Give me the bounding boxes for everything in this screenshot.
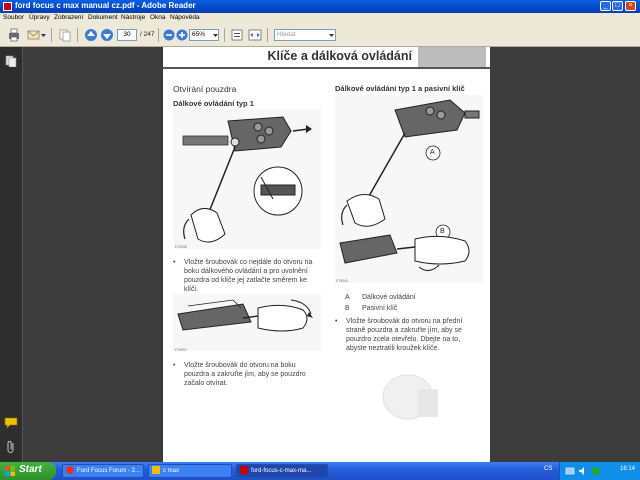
zoom-level-value: 65% — [192, 31, 206, 38]
taskbar — [0, 462, 640, 480]
pdf-page[interactable] — [163, 47, 490, 462]
email-icon[interactable] — [27, 28, 41, 42]
chevron-down-icon[interactable] — [329, 33, 334, 38]
bleed-through-graphic — [373, 367, 443, 427]
menu-nastroje[interactable]: Nástroje — [121, 14, 146, 21]
figure-code: E75057 — [175, 348, 188, 352]
minimize-button[interactable]: _ — [600, 1, 611, 11]
instruction-step-right: • Vložte šroubovák do otvoru na přední straně pouzdra a zakruťte jím, aby se pouzdro zcela otevřelo. Dbejte na to, abyste neztratili kroužek klíče. — [335, 318, 463, 352]
taskbar-item-adobe-reader[interactable]: ford-focus-c-max-ma... — [236, 464, 328, 478]
fit-page-icon[interactable] — [230, 28, 244, 42]
attachment-icon[interactable] — [5, 440, 17, 454]
header-bar — [418, 47, 486, 67]
section-heading: Otvírání pouzdra — [173, 84, 237, 94]
window-titlebar[interactable] — [0, 0, 640, 13]
navigation-pane — [0, 47, 23, 462]
legend-row-b: B Pasivní klíč — [345, 305, 398, 312]
subsection-heading: Dálkové ovládání typ 1 — [173, 99, 254, 108]
previous-page-icon[interactable] — [84, 28, 98, 42]
language-indicator[interactable]: CS — [544, 466, 553, 472]
subsection-heading-right: Dálkové ovládání typ 1 a pasivní klíč — [335, 84, 465, 93]
figure-remote-type1-open — [173, 109, 321, 249]
comments-icon[interactable] — [4, 417, 18, 429]
chevron-down-icon[interactable] — [213, 33, 218, 38]
pages-panel-icon[interactable] — [58, 28, 72, 42]
print-icon[interactable] — [7, 28, 21, 42]
window-title: ford focus c max manual cz.pdf - Adobe Reader — [15, 1, 196, 10]
taskbar-item-folder[interactable]: c max — [148, 464, 232, 478]
network-icon[interactable] — [565, 466, 575, 476]
browser-icon — [66, 466, 74, 474]
close-button[interactable]: × — [625, 1, 636, 11]
menu-napoveda[interactable]: Nápověda — [170, 14, 200, 21]
clock: 16:14 — [619, 466, 635, 472]
folder-icon — [152, 466, 160, 474]
page-number-input[interactable]: 30 — [117, 29, 137, 41]
adobe-reader-icon — [3, 2, 12, 11]
system-tray — [544, 462, 640, 480]
page-title: Klíče a dálková ovládání — [267, 49, 412, 63]
chevron-down-icon[interactable] — [41, 33, 46, 38]
search-input[interactable] — [274, 29, 336, 41]
pages-icon[interactable] — [5, 55, 17, 67]
pdf-icon — [240, 466, 248, 474]
figure-label-b: B — [440, 228, 445, 235]
figure-code: E79040 — [336, 279, 349, 283]
windows-logo-icon — [5, 466, 15, 476]
volume-icon[interactable] — [578, 466, 588, 476]
zoom-out-icon[interactable] — [162, 28, 176, 42]
menu-zobrazeni[interactable]: Zobrazení — [54, 14, 84, 21]
zoom-in-icon[interactable] — [175, 28, 189, 42]
instruction-step-2: • Vložte šroubovák do otvoru na boku pouzdra a zakruťte jím, aby se pouzdro začalo otvírat. — [173, 362, 306, 387]
menu-upravy[interactable]: Úpravy — [29, 14, 50, 21]
next-page-icon[interactable] — [100, 28, 114, 42]
toolbar — [0, 24, 640, 47]
legend-row-a: A Dálkové ovládání — [345, 294, 416, 301]
page-total: / 247 — [140, 31, 155, 38]
menu-bar — [0, 13, 640, 24]
instruction-step-1: • Vložte šroubovák co nejdále do otvoru na boku dálkového ovládání a pro uvolnění pouzdra od klíče jej zatlačte směrem ke klíči. — [173, 259, 313, 293]
page-header — [163, 47, 490, 69]
fit-width-icon[interactable] — [248, 28, 262, 42]
figure-remote-type1-twist — [173, 294, 321, 351]
figure-remote-and-passive-key — [335, 95, 483, 283]
taskbar-item-firefox[interactable]: Ford Focus Forum - 2... — [62, 464, 144, 478]
search-placeholder: Hledat — [277, 31, 296, 38]
security-icon[interactable] — [591, 466, 601, 476]
start-button[interactable]: Start — [0, 462, 56, 480]
figure-label-a: A — [430, 149, 435, 156]
figure-code: E75058 — [175, 245, 188, 249]
menu-soubor[interactable]: Soubor — [3, 14, 24, 21]
maximize-button[interactable]: □ — [612, 1, 623, 11]
menu-okna[interactable]: Okna — [150, 14, 166, 21]
menu-dokument[interactable]: Dokument — [88, 14, 118, 21]
